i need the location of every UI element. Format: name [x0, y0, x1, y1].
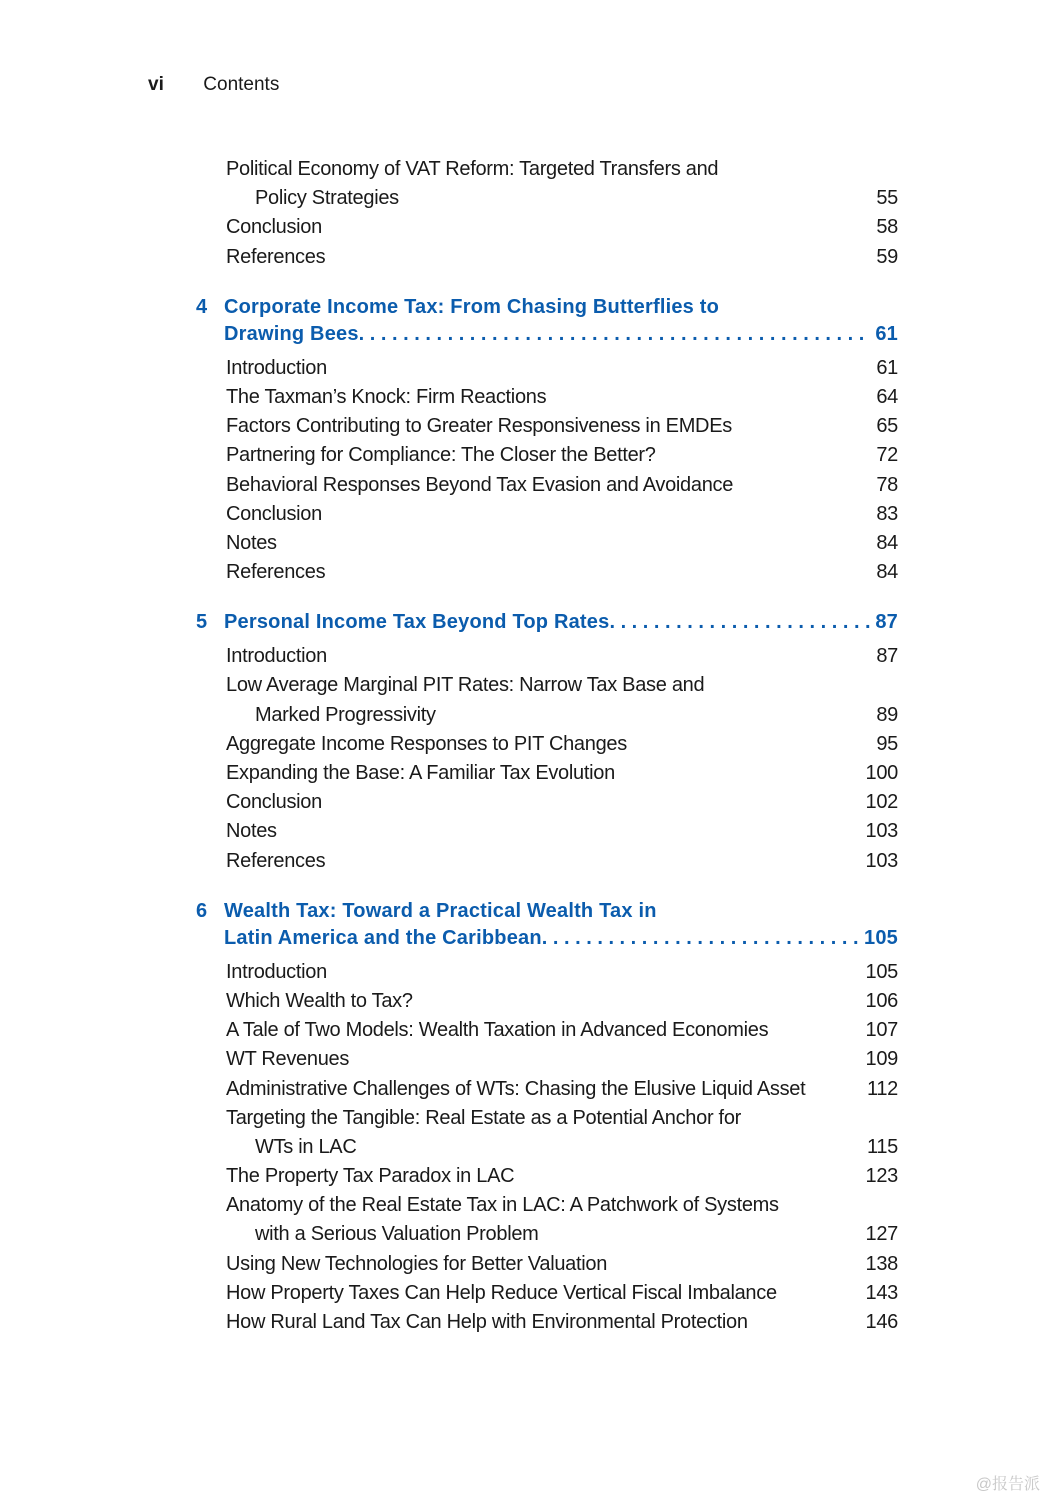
toc-entry-page: 105	[865, 960, 898, 983]
toc-entry-page: 72	[876, 444, 898, 467]
chapter-title-line	[196, 294, 898, 321]
toc-entry[interactable]	[196, 671, 898, 700]
toc-entry-page: 65	[876, 415, 898, 438]
toc-entry-title: References	[226, 849, 326, 872]
toc-entry-title: WTs in LAC	[255, 1135, 357, 1158]
toc-entry-title: Marked Progressivity	[255, 703, 436, 726]
toc-entry-title: Factors Contributing to Greater Responsiveness in EMDEs	[226, 415, 732, 438]
chapter-title: Wealth Tax: Toward a Practical Wealth Tax in	[224, 899, 657, 922]
toc-entry-title: How Property Taxes Can Help Reduce Vertical Fiscal Imbalance	[226, 1281, 777, 1304]
chapter-heading[interactable]	[196, 898, 898, 952]
toc-entry-title: The Property Tax Paradox in LAC	[226, 1165, 515, 1188]
chapter-title: Latin America and the Caribbean	[224, 926, 542, 949]
chapter-heading[interactable]	[196, 609, 898, 636]
running-head	[148, 74, 279, 96]
toc-entry-page: 95	[876, 732, 898, 755]
dot-leader	[542, 925, 860, 952]
toc-entry-page: 143	[865, 1281, 898, 1304]
toc-entry-page: 84	[876, 531, 898, 554]
toc-entry-title: Notes	[226, 820, 277, 843]
toc-entry[interactable]	[196, 412, 898, 441]
toc-entry[interactable]	[196, 987, 898, 1016]
toc-entry[interactable]	[196, 1250, 898, 1279]
chapter-page: 105	[864, 926, 898, 949]
toc-entry-page: 103	[865, 849, 898, 872]
chapter-number: 4	[196, 295, 208, 318]
toc-entry-page: 112	[867, 1077, 898, 1100]
toc-entry[interactable]	[196, 958, 898, 987]
toc-entry-title: Administrative Challenges of WTs: Chasing the Elusive Liquid Asset	[226, 1077, 806, 1100]
toc-entry-page: 102	[865, 791, 898, 814]
toc-entry[interactable]	[196, 1075, 898, 1104]
toc-entry[interactable]	[196, 1104, 898, 1133]
toc-entry[interactable]	[196, 500, 898, 529]
toc-entry-title: Policy Strategies	[255, 187, 399, 210]
toc-entry-page: 61	[876, 356, 898, 379]
toc-entry-title: WT Revenues	[226, 1048, 350, 1071]
table-of-contents	[196, 155, 898, 1337]
chapter-title: Corporate Income Tax: From Chasing Butterflies to	[224, 295, 720, 318]
toc-entry-page: 89	[876, 703, 898, 726]
chapter-page: 87	[875, 611, 898, 634]
toc-entry[interactable]	[196, 1220, 898, 1249]
chapter-title-line	[196, 609, 898, 636]
toc-entry-title: Political Economy of VAT Reform: Targeted Transfers and	[226, 158, 719, 180]
toc-entry-title: Partnering for Compliance: The Closer the Better?	[226, 444, 656, 467]
chapter-title-line	[196, 898, 898, 925]
page-folio: vi	[148, 74, 164, 95]
toc-entry-title: Introduction	[226, 960, 327, 983]
toc-entry[interactable]	[196, 788, 898, 817]
toc-entry-page: 103	[865, 820, 898, 843]
dot-leader	[609, 609, 871, 636]
toc-entry[interactable]	[196, 354, 898, 383]
toc-entry-page: 58	[876, 216, 898, 239]
toc-entry[interactable]	[196, 1133, 898, 1162]
toc-entry[interactable]	[196, 1308, 898, 1337]
toc-entry-title: How Rural Land Tax Can Help with Environmental Protection	[226, 1311, 748, 1333]
running-head-title: Contents	[203, 74, 280, 95]
chapter-title: Drawing Bees	[224, 322, 359, 345]
toc-entry[interactable]	[196, 441, 898, 470]
toc-entry-page: 106	[865, 989, 898, 1012]
toc-entry-title: Low Average Marginal PIT Rates: Narrow Tax Base and	[226, 674, 705, 697]
toc-entry[interactable]	[196, 847, 898, 876]
chapter-title: Personal Income Tax Beyond Top Rates	[224, 611, 610, 634]
toc-entry[interactable]	[196, 529, 898, 558]
toc-entry[interactable]	[196, 1045, 898, 1074]
toc-entry-page: 109	[865, 1048, 898, 1071]
chapter-number: 5	[196, 611, 208, 634]
toc-entry-title: Which Wealth to Tax?	[226, 989, 413, 1012]
toc-entry-title: References	[226, 561, 326, 584]
toc-entry[interactable]	[196, 383, 898, 412]
toc-entry-title: with a Serious Valuation Problem	[255, 1223, 539, 1246]
toc-entry[interactable]	[196, 642, 898, 671]
toc-entry-page: 64	[876, 385, 898, 408]
toc-entry[interactable]	[196, 817, 898, 846]
chapter-page: 61	[875, 322, 898, 345]
toc-entry[interactable]	[196, 213, 898, 242]
toc-entry-page: 59	[876, 245, 898, 268]
toc-entry-page: 127	[865, 1223, 898, 1246]
toc-entry-page: 55	[876, 187, 898, 210]
toc-entry-title: Targeting the Tangible: Real Estate as a Potential Anchor for	[226, 1106, 742, 1129]
toc-entry-page: 84	[876, 561, 898, 584]
toc-entry-page: 78	[876, 473, 898, 496]
toc-entry-page: 107	[865, 1019, 898, 1042]
toc-entry-title: The Taxman’s Knock: Firm Reactions	[226, 385, 547, 408]
toc-entry-title: Behavioral Responses Beyond Tax Evasion and Avoidance	[226, 473, 734, 496]
toc-entry[interactable]	[196, 1279, 898, 1308]
toc-entry-page: 100	[865, 762, 898, 784]
toc-entry-page: 115	[867, 1135, 898, 1158]
toc-entry-title: Expanding the Base: A Familiar Tax Evolution	[226, 762, 615, 784]
toc-entry-page: 138	[865, 1252, 898, 1275]
toc-entry-page: 146	[865, 1311, 898, 1333]
dot-leader	[359, 321, 872, 348]
toc-entry[interactable]	[196, 1016, 898, 1045]
toc-entry[interactable]	[196, 730, 898, 759]
chapter-title-line	[196, 321, 898, 348]
toc-entry-title: Conclusion	[226, 216, 322, 239]
toc-entry-title: A Tale of Two Models: Wealth Taxation in Advanced Economies	[226, 1019, 769, 1042]
chapter-number: 6	[196, 899, 208, 922]
toc-entry[interactable]	[196, 1162, 898, 1191]
toc-entry-title: Introduction	[226, 356, 327, 379]
toc-entry-title: Conclusion	[226, 502, 322, 525]
toc-entry-title: Conclusion	[226, 791, 322, 814]
chapter-heading[interactable]	[196, 294, 898, 348]
toc-entry-title: Notes	[226, 531, 277, 554]
watermark: @报告派	[975, 1476, 1040, 1493]
toc-entry[interactable]	[196, 1191, 898, 1220]
toc-entry[interactable]	[196, 471, 898, 500]
chapter-title-line	[196, 925, 898, 952]
toc-entry-title: Using New Technologies for Better Valuation	[226, 1252, 608, 1275]
toc-entry-title: Introduction	[226, 645, 327, 668]
toc-entry-title: Aggregate Income Responses to PIT Changes	[226, 732, 627, 755]
toc-entry[interactable]	[196, 155, 898, 184]
toc-entry[interactable]	[196, 701, 898, 730]
toc-entry[interactable]	[196, 759, 898, 788]
toc-entry-title: References	[226, 245, 326, 268]
toc-entry-page: 123	[865, 1165, 898, 1188]
toc-entry[interactable]	[196, 184, 898, 213]
toc-entry-page: 87	[876, 645, 898, 668]
toc-entry[interactable]	[196, 558, 898, 587]
toc-entry-page: 83	[876, 502, 898, 525]
toc-entry[interactable]	[196, 243, 898, 272]
toc-entry-title: Anatomy of the Real Estate Tax in LAC: A Patchwork of Systems	[226, 1194, 779, 1217]
